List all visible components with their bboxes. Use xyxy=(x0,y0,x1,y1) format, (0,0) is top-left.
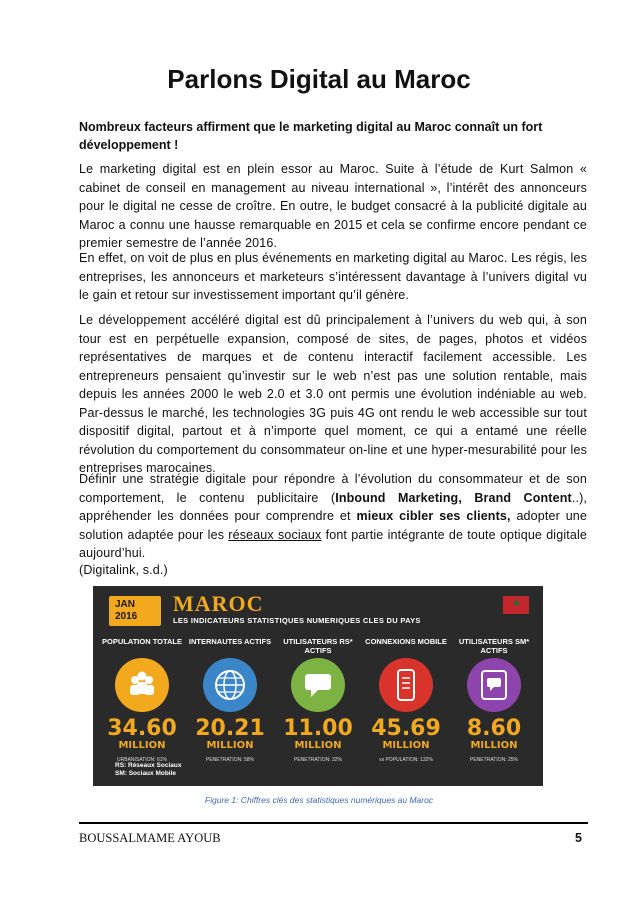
p4-text-1: Définir une stratégie digitale pour répondre à l’évolution du consommateur et de son comportement, le contenu publicitaire ( xyxy=(79,472,587,505)
infographic-column xyxy=(363,638,449,763)
paragraph-2: En effet, on voit de plus en plus événements en marketing digital au Maroc. Les régis, les entreprises, les annonceurs et marketeurs s’intéressent davantage à l’univers digital vu le gain et retour sur investissement important qu’il génère. xyxy=(79,251,587,302)
page-title: Parlons Digital au Maroc xyxy=(167,64,471,94)
infographic-column xyxy=(451,638,537,763)
p4-bold-1: Inbound Marketing, Brand Content xyxy=(335,490,572,505)
infographic-subtitle: LES INDICATEURS STATISTIQUES NUMERIQUES CLES DU PAYS xyxy=(173,616,421,625)
footer-divider xyxy=(79,822,588,824)
footer-author: BOUSSALMAME AYOUB xyxy=(79,831,221,845)
column-value: 8.60 xyxy=(466,716,522,741)
column-label: CONNEXIONS MOBILE xyxy=(365,637,447,646)
paragraph-3: Le développement accéléré digital est dû principalement à l’univers du web qui, à son tour est en perpétuelle expansion, composé de sites, de pages, photos et vidéos représentatives de marques et de contenu interactif facilement accessible. Les entrepreneurs pensaient qu’investir sur le web n’est pas une solution rentable, mais depuis les années 2000 le web 2.0 et 3.0 ont permis une évolution indéniable au web. Par-dessus le marché, les technologies 3G puis 4G ont rendu le web accessible sur tout dispositif digital, partout et à n’importe quel moment, ce qui a entamé une réelle révolution du comportement du consommateur on-line et une hyper-mesurabilité pour les entreprises marocaines. xyxy=(79,313,587,475)
column-unit: MILLION xyxy=(206,740,254,751)
chat-icon xyxy=(291,658,345,712)
infographic-title: MAROC xyxy=(173,591,264,616)
column-stat: URBANISATION: 61% xyxy=(117,757,167,763)
column-label: INTERNAUTES ACTIFS xyxy=(188,637,272,646)
date-month: JAN xyxy=(115,599,136,610)
tablet-icon xyxy=(467,658,521,712)
column-value: 11.00 xyxy=(283,716,353,741)
column-stat: vs POPULATION: 132% xyxy=(379,757,433,763)
column-label: POPULATION TOTALE xyxy=(102,637,182,646)
column-value: 34.60 xyxy=(107,716,177,741)
lead-paragraph: Nombreux facteurs affirment que le marketing digital au Maroc connaît un fort développement ! xyxy=(79,120,543,152)
social-networks-link[interactable]: réseaux sociaux xyxy=(228,527,322,542)
page-number: 5 xyxy=(575,831,582,845)
infographic-column xyxy=(187,638,273,763)
column-value: 45.69 xyxy=(371,716,441,741)
morocco-digital-infographic xyxy=(93,586,543,786)
column-label: UTILISATEURS RS* ACTIFS xyxy=(283,637,353,655)
p4-text-2: ..), appréhender les données pour comprendre et xyxy=(79,490,588,523)
column-unit: MILLION xyxy=(470,740,518,751)
globe-icon xyxy=(203,658,257,712)
column-value: 20.21 xyxy=(195,716,265,741)
infographic-column xyxy=(275,638,361,763)
people-icon xyxy=(115,658,169,712)
mobile-icon xyxy=(379,658,433,712)
column-unit: MILLION xyxy=(118,740,166,751)
column-stat: PENETRATION: 25% xyxy=(470,757,518,763)
infographic-column xyxy=(99,638,185,763)
legend-rs: RS: Réseaux Sociaux xyxy=(115,762,182,769)
p4-text-4: font partie intégrante de toute optique digitale aujourd’hui. xyxy=(79,527,588,560)
column-label: UTILISATEURS SM* ACTIFS xyxy=(458,637,530,655)
citation: (Digitalink, s.d.) xyxy=(79,563,168,577)
date-year: 2016 xyxy=(115,611,138,622)
column-unit: MILLION xyxy=(382,740,430,751)
p4-text-3: adopter une solution adaptée pour les xyxy=(79,509,588,542)
infographic-legend xyxy=(115,762,181,778)
column-unit: MILLION xyxy=(294,740,342,751)
column-stat: PENETRATION: 58% xyxy=(206,757,254,763)
morocco-flag-icon: ★ xyxy=(503,596,529,614)
p4-bold-2: mieux cibler ses clients, xyxy=(356,509,511,523)
legend-sm: SM: Sociaux Mobile xyxy=(115,770,177,777)
paragraph-4 xyxy=(79,470,587,563)
paragraph-1: Le marketing digital est en plein essor au Maroc. Suite à l’étude de Kurt Salmon « cabinet de conseil en management au niveau international », l’intérêt des annonceurs pour le digital ne cesse de croître. En outre, le budget consacré à la publicité digitale au Maroc a connu une hausse remarquable en 2015 et cela se confirme encore pendant ce premier semestre de l’année 2016. xyxy=(79,162,587,250)
column-stat: PENETRATION: 32% xyxy=(294,757,342,763)
infographic-date xyxy=(109,596,161,626)
figure-caption: Figure 1: Chiffres clés des statistiques numériques au Maroc xyxy=(204,795,434,805)
